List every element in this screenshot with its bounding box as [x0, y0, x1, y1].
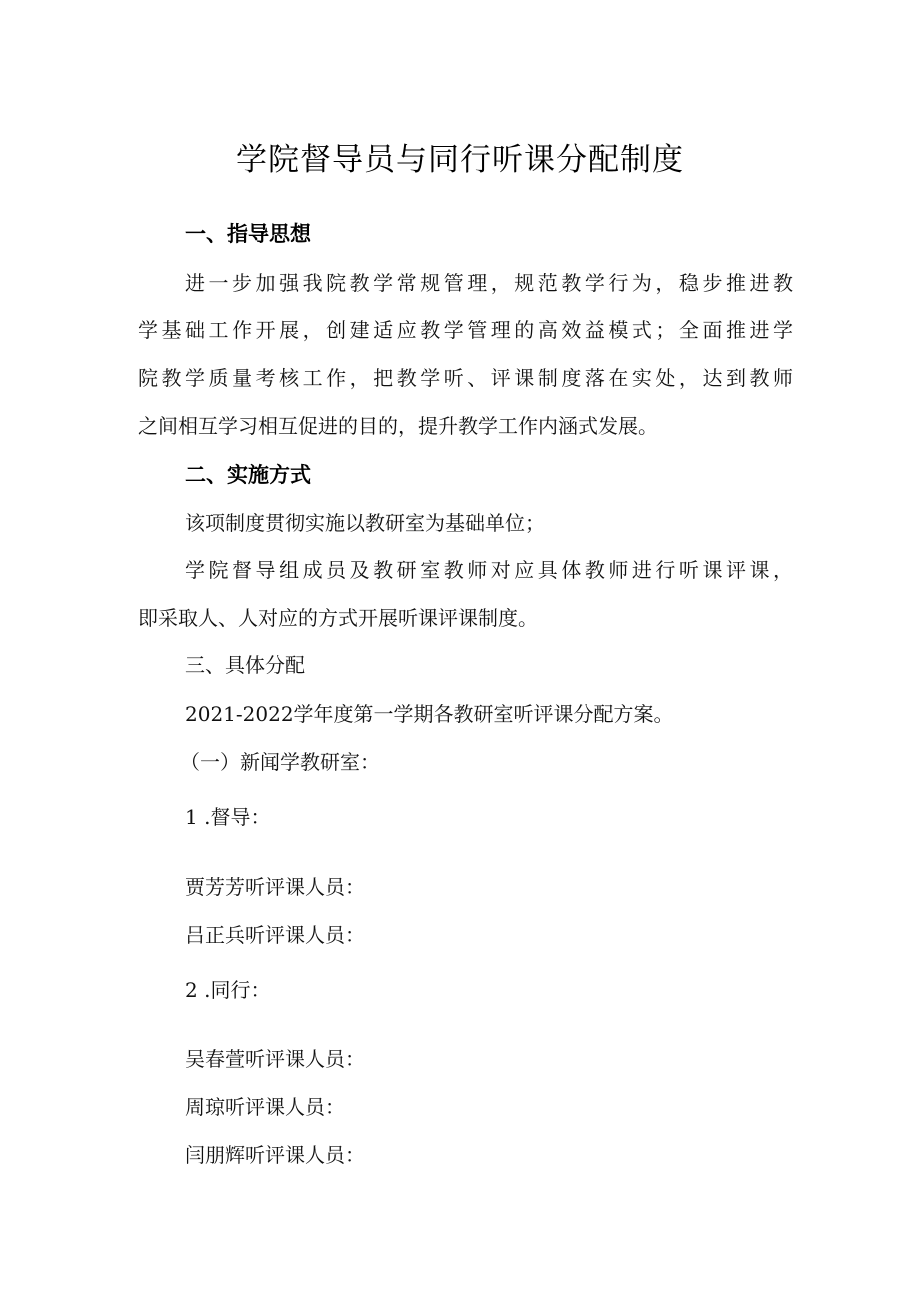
item-label-supervisor: 1 .督导：: [185, 805, 271, 829]
paragraph-line: 之间相互学习相互促进的目的，提升教学工作内涵式发展。: [138, 414, 658, 438]
supervisor-entry: 吕正兵听评课人员：: [185, 923, 365, 947]
plan-line: 2021-2022学年度第一学期各教研室听评课分配方案。: [185, 702, 674, 726]
paragraph-line: 学院督导组成员及教研室教师对应具体教师进行听课评课，: [185, 558, 793, 582]
document-title: 学院督导员与同行听课分配制度: [236, 142, 684, 178]
paragraph-line: 该项制度贯彻实施以教研室为基础单位；: [185, 511, 545, 535]
peer-entry: 吴春萱听评课人员：: [185, 1047, 365, 1071]
paragraph-line: 学基础工作开展，创建适应教学管理的高效益模式；全面推进学: [138, 318, 793, 342]
subsection-heading: （一）新闻学教研室：: [180, 750, 380, 774]
paragraph-line: 即采取人、人对应的方式开展听课评课制度。: [138, 606, 538, 630]
peer-entry: 闫朋辉听评课人员：: [185, 1143, 365, 1167]
supervisor-entry: 贾芳芳听评课人员：: [185, 875, 365, 899]
section-heading-implementation: 二、实施方式: [185, 463, 311, 487]
item-label-peer: 2 .同行：: [185, 978, 271, 1002]
section-heading-allocation: 三、具体分配: [185, 653, 305, 677]
paragraph-line: 进一步加强我院教学常规管理，规范教学行为，稳步推进教: [185, 271, 793, 295]
section-heading-guiding-ideology: 一、指导思想: [185, 222, 311, 246]
paragraph-line: 院教学质量考核工作，把教学听、评课制度落在实处，达到教师: [138, 366, 793, 390]
peer-entry: 周琼听评课人员：: [185, 1095, 345, 1119]
